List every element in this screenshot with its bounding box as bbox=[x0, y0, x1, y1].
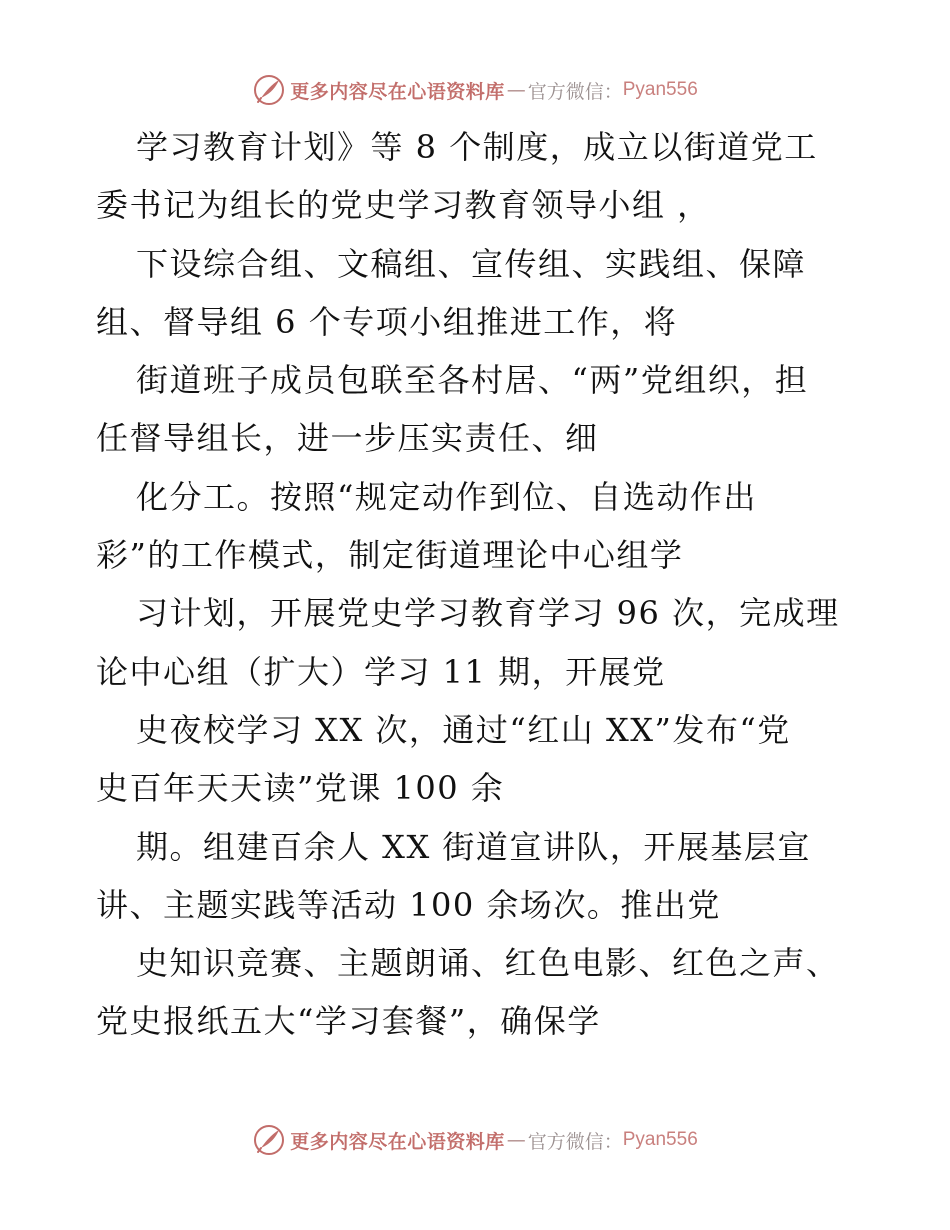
watermark-label: 官方微信： bbox=[527, 1130, 623, 1153]
doc-line: 下设综合组、文稿组、宣传组、实践组、保障 bbox=[136, 244, 807, 283]
watermark-label: 官方微信： bbox=[527, 80, 623, 103]
feather-quill-icon bbox=[252, 1123, 286, 1157]
doc-line: 史知识竞赛、主题朗诵、红色电影、红色之声、 bbox=[136, 944, 840, 983]
watermark-brand: 更多内容尽在心语资料库 bbox=[290, 80, 505, 103]
doc-line: 史夜校学习 XX 次，通过“红山 XX”发布“党 bbox=[136, 710, 791, 749]
doc-line: 期。组建百余人 XX 街道宣讲队，开展基层宣 bbox=[136, 827, 811, 866]
watermark-dash: — bbox=[506, 1129, 526, 1151]
doc-line: 学习教育计划》等 8 个制度，成立以街道党工 bbox=[136, 128, 818, 166]
watermark-dash: — bbox=[506, 79, 526, 101]
doc-line: 党史报纸五大“学习套餐”，确保学 bbox=[96, 1002, 601, 1041]
document-body bbox=[96, 118, 896, 1051]
doc-line: 街道班子成员包联至各村居、“两”党组织，担 bbox=[136, 361, 809, 400]
doc-line: 组、督导组 6 个专项小组推进工作，将 bbox=[96, 302, 678, 341]
doc-line: 史百年天天读”党课 100 余 bbox=[96, 769, 505, 808]
watermark-brand: 更多内容尽在心语资料库 bbox=[290, 1130, 505, 1153]
watermark-id: Pyan556 bbox=[622, 1129, 698, 1150]
watermark-id: Pyan556 bbox=[622, 79, 698, 100]
footer-watermark bbox=[0, 1120, 950, 1160]
doc-line: 任督导组长，进一步压实责任、细 bbox=[96, 419, 599, 458]
doc-line: 委书记为组长的党史学习教育领导小组 ， bbox=[96, 186, 711, 225]
doc-line: 习计划，开展党史学习教育学习 96 次，完成理 bbox=[136, 594, 840, 633]
feather-quill-icon bbox=[252, 73, 286, 107]
doc-line: 论中心组（扩大）学习 11 期，开展党 bbox=[96, 652, 666, 691]
doc-line: 化分工。按照“规定动作到位、自选动作出 bbox=[136, 477, 757, 516]
doc-line: 讲、主题实践等活动 100 余场次。推出党 bbox=[96, 885, 721, 924]
header-watermark bbox=[0, 70, 950, 110]
doc-line: 彩”的工作模式，制定街道理论中心组学 bbox=[96, 536, 684, 575]
